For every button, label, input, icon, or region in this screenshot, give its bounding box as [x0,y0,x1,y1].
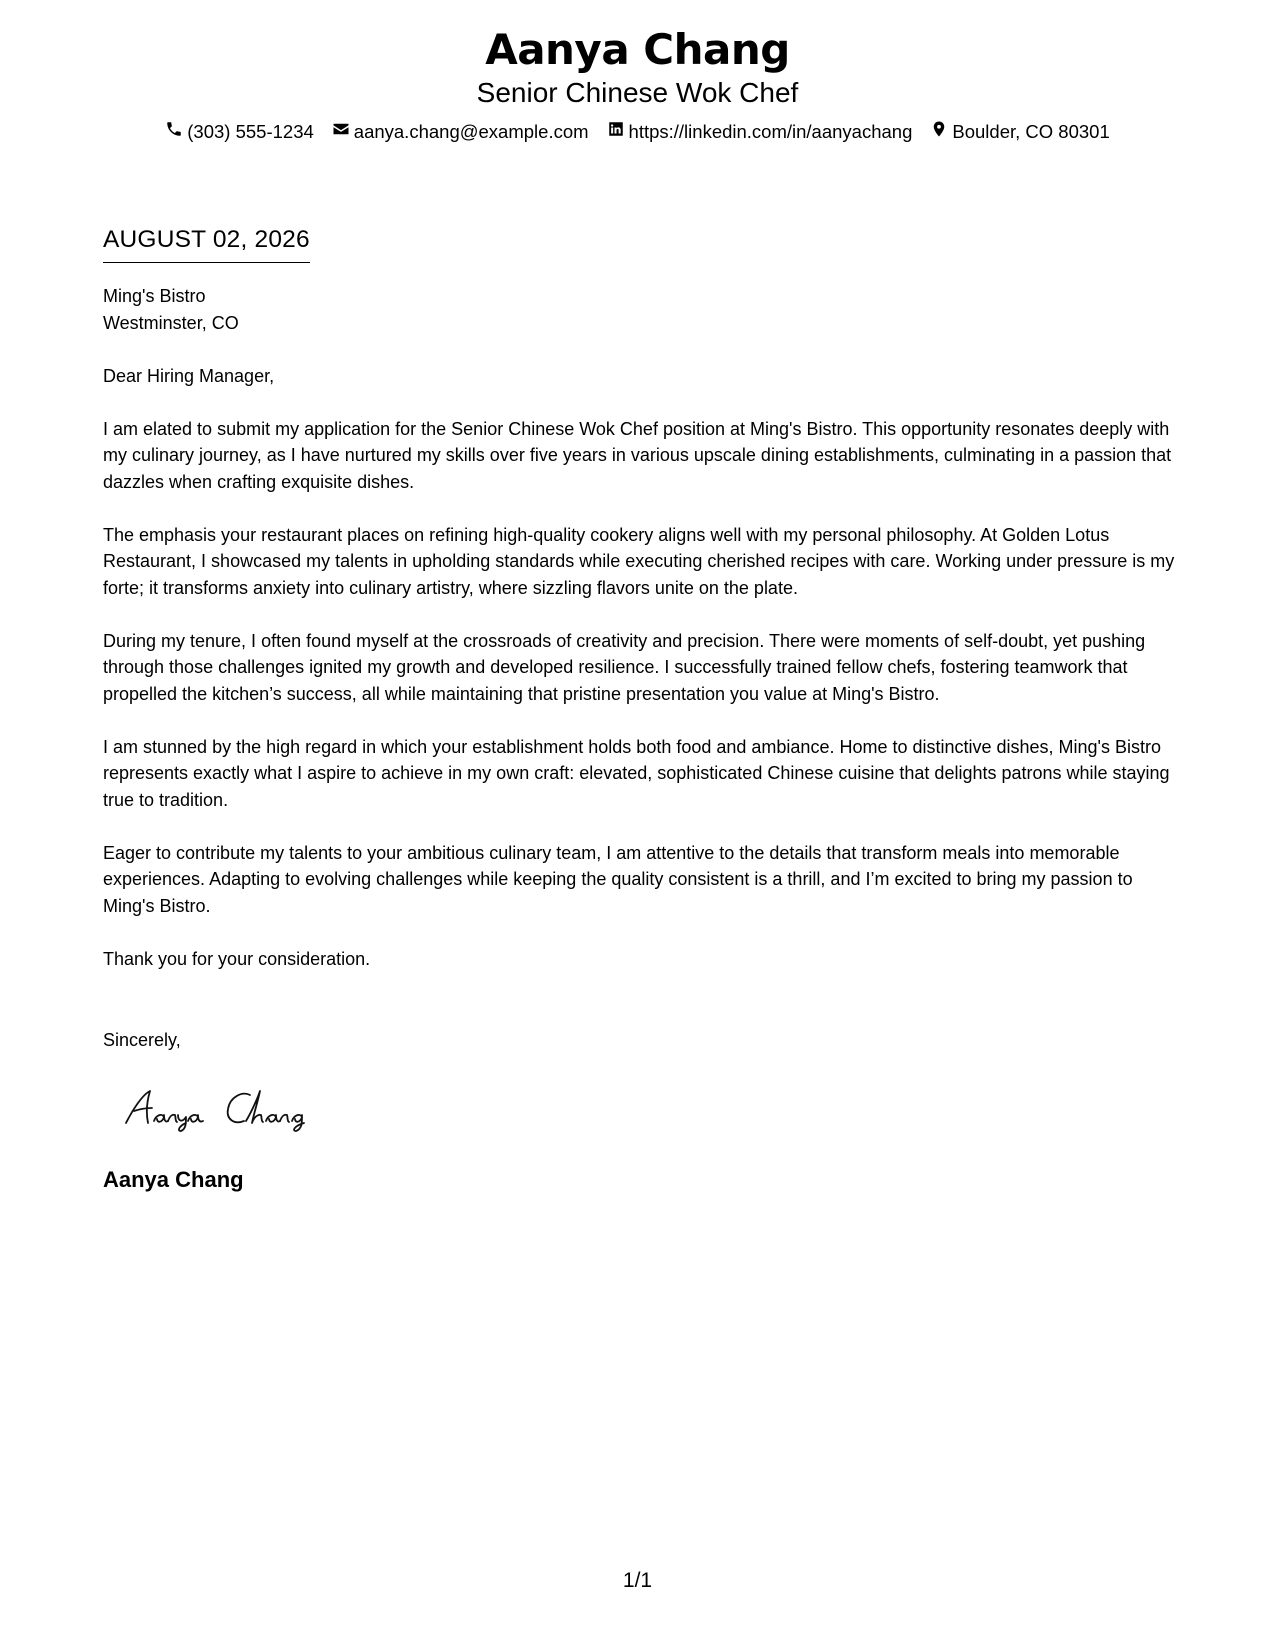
email-text: aanya.chang@example.com [353,121,589,142]
salutation: Dear Hiring Manager, [103,365,275,386]
applicant-title: Senior Chinese Wok Chef [476,77,799,108]
contact-bar [0,120,1275,144]
map-marker-icon [930,120,948,144]
page-number: 1/1 [622,1569,653,1592]
recipient-block [103,283,1183,336]
handwritten-signature [120,1083,345,1138]
envelope-icon [332,120,350,144]
location-text: Boulder, CO 80301 [952,121,1110,142]
body-paragraph: During my tenure, I often found myself at the crossroads of creativity and precision. There were moments of self-doubt, yet pushing through those challenges ignited my growth and developed resilience. I successfully trained fellow chefs, fostering teamwork that propelled the kitchen’s success, all while maintaining that pristine presentation you value at Ming's Bistro. [103,630,1146,704]
body-paragraph: Eager to contribute my talents to your ambitious culinary team, I am attentive to the details that transform meals into memorable experiences. Adapting to evolving challenges while keeping the quality consistent is a thrill, and I’m excited to bring my passion to Ming's Bistro. [103,842,1133,916]
signed-name: Aanya Chang [103,1167,244,1192]
recipient-company: Ming's Bistro [103,286,206,306]
body-paragraph: I am stunned by the high regard in which your establishment holds both food and ambiance. Home to distinctive dishes, Ming's Bistro represents exactly what I aspire to achieve in my own craft: elevated, sophisticated Chinese cuisine that delights patrons while staying true to tradition. [103,736,1170,810]
body-paragraph: I am elated to submit my application for the Senior Chinese Wok Chef position at Ming's Bistro. This opportunity resonates deeply with my culinary journey, as I have nurtured my skills over five years in various upscale dining establishments, culminating in a passion that dazzles when crafting exquisite dishes. [103,418,1172,492]
letter-date: AUGUST 02, 2026 [103,224,310,263]
letter-body [103,283,1183,999]
phone-icon [165,120,183,144]
closing: Sincerely, [103,1030,181,1050]
phone-text: (303) 555-1234 [187,121,314,142]
recipient-location: Westminster, CO [103,312,239,333]
contact-email[interactable] [332,120,589,144]
contact-location [930,120,1109,144]
thank-you-line: Thank you for your consideration. [103,948,371,969]
body-paragraph: The emphasis your restaurant places on refining high-quality cookery aligns well with my personal philosophy. At Golden Lotus Restaurant, I showcased my talents in upholding standards while executing cherished recipes with care. Working under pressure is my forte; it transforms anxiety into culinary artistry, where sizzling flavors unite on the plate. [103,524,1175,598]
linkedin-text: https://linkedin.com/in/aanyachang [628,121,913,142]
letter-header [0,24,1275,144]
contact-phone [165,120,314,144]
linkedin-icon [607,120,625,144]
applicant-name: Aanya Chang [485,25,790,74]
contact-linkedin[interactable] [607,120,913,144]
